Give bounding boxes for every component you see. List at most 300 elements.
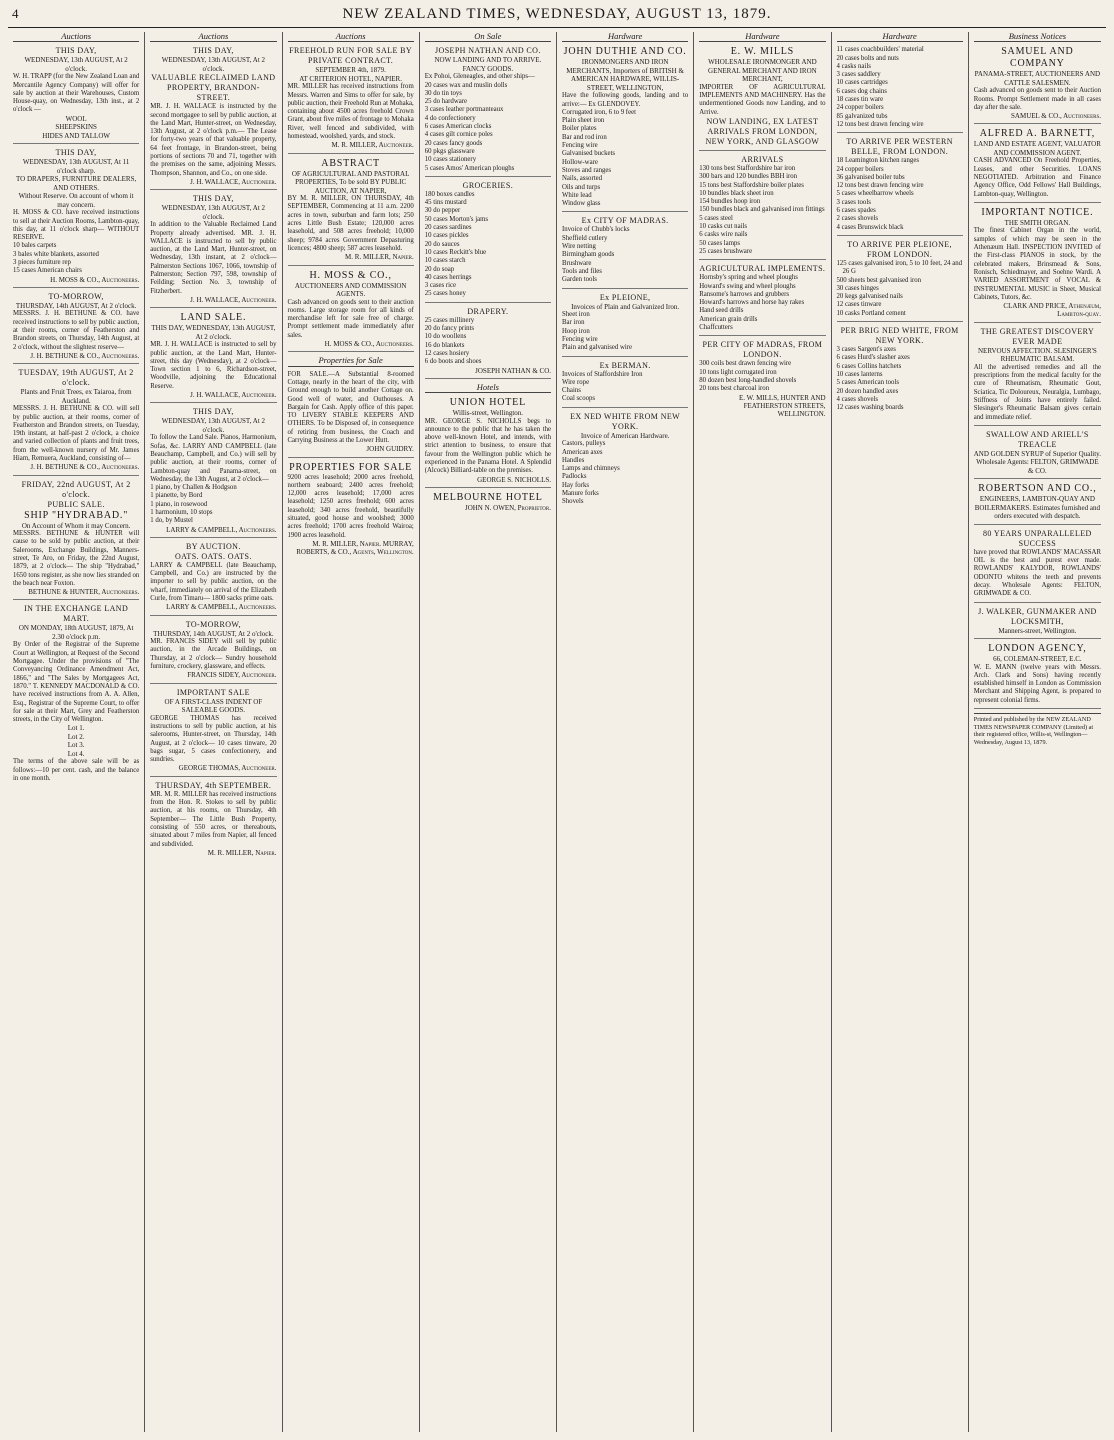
ad-freehold-run <box>288 46 414 153</box>
column-heading: On Sale <box>425 32 551 42</box>
ad-heading: THIS DAY, <box>192 46 234 56</box>
ad-item: 25 cases millinery <box>424 316 475 324</box>
ad-subheading: NERVOUS AFFECTION. SLESINGER'S RHEUMATIC BALSAM. <box>978 346 1097 364</box>
ad-signature: E. W. MILLS, HUNTER AND FEATHERSTON STREETS, WELLINGTON. <box>738 393 826 419</box>
ad-item: 3 bales white blankets, assorted <box>13 250 99 258</box>
ad-heading: THIS DAY, <box>55 46 97 56</box>
ad-item: Fencing wire <box>562 335 598 343</box>
ad-item: 125 cases galvanised iron, 5 to 10 feet, 24 and 26 G <box>836 259 963 276</box>
ad-heading: IN THE EXCHANGE LAND MART. <box>24 604 129 624</box>
ad-item: 20 cases sardines <box>424 224 472 232</box>
ad-moss-agents <box>288 270 414 353</box>
ad-body: MR. M. R. MILLER has received instructions from the Hon. R. Stokes to sell by public auction, at his rooms, on Thursday, 4th September— The Little Bush Property, consisting of 550 acres, or thereabouts, situated about 7 miles from Napier, all fenced and subdivided. <box>150 790 277 848</box>
ad-heading: TO ARRIVE PER WESTERN BELLE, FROM LONDON. <box>846 137 953 157</box>
ad-nathan-fancy-goods <box>425 46 551 177</box>
ad-body: W. E. MANN (twelve years with Messrs. Arch. Clark and Sons) having recently established himself in London as Commission Merchant and Shipping Agent, is prepared to represent colonial firms. <box>973 663 1101 704</box>
ad-subheading: THURSDAY, 14th AUGUST, At 2 o'clock. <box>15 301 137 310</box>
ad-item: Bar iron <box>562 319 585 327</box>
ad-body: MESSRS. J. H. BETHUNE & CO. have received instructions to sell by public auction, at their rooms, corner of Featherston and Brandon streets, on Thursday, 14th August, at 2 o'clock, without the slightest reserve— <box>13 310 140 351</box>
ad-heading: TO ARRIVE PER PLEIONE, FROM LONDON. <box>847 239 952 259</box>
ad-body: LARRY & CAMPBELL (late Beauchamp, Campbell, and Co.) are instructed by the importer to sell by public auction, on the wharf, immediately on arrival of the Elizabeth Curle, from Timaru— 1800 sacks prime oats. <box>150 561 277 603</box>
ad-duthie-berman <box>562 361 688 408</box>
ad-heading: JOSEPH NATHAN AND CO. <box>435 46 541 56</box>
ad-title: AT CRITERION HOTEL, NAPIER. <box>299 74 402 83</box>
column-heading: Hardware <box>837 32 963 42</box>
ad-item: 20 cases bolts and nuts <box>836 54 899 62</box>
ad-body: W. H. TRAPP (for the New Zealand Loan and Mercantile Agency Company) will offer for sale by auction at their Warehouses, Custom House-quay, on Wednesday, 13th inst., at 2 o'clock — <box>13 73 140 114</box>
ad-duthie <box>562 46 688 212</box>
ad-item: 12 cases tinware <box>836 301 882 309</box>
ad-signature: M. R. MILLER, Napier. <box>207 848 277 857</box>
ad-item: 3 cases tools <box>836 198 871 206</box>
ad-heading: THIS DAY, <box>55 148 97 158</box>
ad-item: 12 cases hosiery <box>424 349 470 357</box>
ad-item: 11 cases coachbuilders' material <box>836 46 924 54</box>
ad-bethune-furniture <box>13 292 139 364</box>
ad-rheumatic-balsam <box>974 327 1101 426</box>
ad-item: 50 cases Morton's jams <box>424 215 489 223</box>
page-number: 4 <box>12 6 19 21</box>
ad-nathan-drapery <box>425 307 551 379</box>
ad-item: Galvanised buckets <box>562 150 616 158</box>
ad-item: Fencing wire <box>562 142 598 150</box>
column-heading: Business Notices <box>974 32 1101 42</box>
ad-item: 4 cases Brunswick black <box>836 223 904 231</box>
ad-heading: TO-MORROW, <box>48 291 104 301</box>
ad-body: MR. FRANCIS SIDEY will sell by public auction, in the Arcade Buildings, on Thursday, at 2 o'clock— Sundry household furniture, crockery, glassware, and effects. <box>150 638 277 671</box>
ad-mills-agricultural <box>699 264 825 336</box>
ad-item: Window glass <box>562 200 601 208</box>
ad-item: 4 casks nails <box>836 62 871 70</box>
ad-subheading: OATS. OATS. OATS. <box>174 551 252 561</box>
ad-item: Invoices of Staffordshire Iron <box>562 370 643 378</box>
ad-body: MR. J. H. WALLACE is instructed by the second mortgagee to sell by public auction, at the Land Mart, Hunter-street, on Wednesday, 13th August, at 2 o'clock p.m.— The Lease for forty-two years of that valuable property, 64 feet frontage, in Brandon-street, being portions of sections 70 and 71, together with the premises on the same, adjoining Messrs. Thompson, Shannon, and Co., on one side. <box>150 103 277 177</box>
ad-heading: Ex PLEIONE, <box>599 292 651 302</box>
ad-item: Lamps and chimneys <box>562 465 620 473</box>
column-business-notices <box>969 32 1106 1432</box>
ad-item: 10 bales carpets <box>13 242 57 250</box>
ad-item: 10 casks cut nails <box>699 223 748 231</box>
ad-subheading: OF AGRICULTURAL AND PASTORAL PROPERTIES, To be sold BY PUBLIC AUCTION, AT NAPIER, <box>291 169 410 195</box>
ad-body: Ex Pohoi, Gleneagles, and other ships— <box>424 73 535 81</box>
ad-signature: SAMUEL & CO., Auctioneers. <box>1011 112 1101 121</box>
ad-heading: PER CITY OF MADRAS, FROM LONDON. <box>702 340 823 360</box>
column-hardware-2 <box>694 32 831 1432</box>
ad-body: MR. MILLER has received instructions from Messrs. Warren and Sims to offer for sale, by public auction, their Freehold Run at Mohaka, containing about 4500 acres freehold Crown Grant, about five miles of frontage to Mohaka River, well fenced and subdivided, with homestead, woolshed, yards, and stock. <box>287 83 414 141</box>
ad-signature: BETHUNE & HUNTER, Auctioneers. <box>28 588 140 597</box>
ad-moss-drapers <box>13 148 139 288</box>
ad-item: White lead <box>562 191 592 199</box>
ad-exchange-land-mart <box>13 604 139 786</box>
ad-item: 180 boxes candles <box>424 190 475 198</box>
ad-miller-little-bush <box>150 781 276 860</box>
ad-item: Tools and files <box>562 267 602 275</box>
ad-mills-arrivals <box>699 155 825 260</box>
ad-item: 20 cases fancy goods <box>424 139 483 147</box>
ad-body: GEORGE THOMAS has received instructions to sell by public auction, at his salerooms, Hunter-street, on Thursday, 14th August, at 2 o'clock— 10 cases tinware, 20 bags sugar, 5 cases confectionery, and sundries. <box>150 714 277 764</box>
masthead <box>8 6 1106 28</box>
ad-item: 1 do, by Mustel <box>150 517 193 525</box>
ad-item: Plain sheet iron <box>562 117 605 125</box>
ad-item: 130 tons best Staffordshire bar iron <box>699 164 796 172</box>
ad-body: To follow the Land Sale. Pianos, Harmonium, Sofas, &c. LARRY AND CAMPBELL (late Beauchamp, Campbell, and Co.) will sell by public auction, at their rooms, corner of Lambton-quay and Panama-street, on Wednesday, the 13th August, at 2 o'clock— <box>150 434 277 483</box>
ad-item: 2 cases shovels <box>836 215 879 223</box>
ad-item: 6 cases dog chains <box>836 87 887 95</box>
ad-wallace-brandon <box>150 46 276 190</box>
section-properties-for-sale <box>288 356 414 457</box>
ad-item: 10 do woollens <box>424 333 467 341</box>
ad-signature: GEORGE THOMAS, Auctioneer. <box>178 764 277 773</box>
ad-wallace-land-sale <box>150 312 276 403</box>
ad-body: Cash advanced on goods sent to their Auction Rooms. Prompt Settlement made in all cases day after the sale. <box>973 87 1101 111</box>
ad-item: 1 harmonium, 10 stops <box>150 508 213 516</box>
ad-duthie-ned-white <box>562 412 688 510</box>
ad-body: H. MOSS & CO. have received instructions to sell at their Auction Rooms, Lambton-quay, this day, at 11 o'clock sharp— WITHOUT RESERVE. <box>13 209 140 242</box>
ad-heading: H. MOSS & CO., <box>309 269 392 281</box>
ad-item: 500 sheets best galvanised iron <box>836 276 922 284</box>
ad-title: VALUABLE RECLAIMED LAND PROPERTY, BRANDON-STREET. <box>151 73 276 103</box>
ad-item: 10 cases lanterns <box>836 370 883 378</box>
ad-trapp-wool <box>13 46 139 144</box>
ad-heading: E. W. MILLS <box>730 46 794 58</box>
ad-heading: AGRICULTURAL IMPLEMENTS. <box>699 264 826 274</box>
ad-item: Handles <box>562 456 585 464</box>
ad-ship-name: SHIP "HYDRABAD." <box>24 509 129 521</box>
ad-subheading: Manners-street, Wellington. <box>998 626 1077 635</box>
ad-subheading: THIS DAY, WEDNESDAY, 13th AUGUST, At 2 o'clock. <box>151 324 276 341</box>
ad-subheading: AUCTIONEERS AND COMMISSION AGENTS. <box>294 281 407 299</box>
ad-item: Howard's harrows and horse hay rakes <box>699 299 805 307</box>
ad-signature: H. MOSS & CO., Auctioneers. <box>324 340 414 349</box>
ad-body: MR. J. H. WALLACE is instructed to sell by public auction, at the Land Mart, Hunter-street, this day (Wednesday), at 2 o'clock— Town section 1 to 6, Richardson-street, Woodville, adjoining the Educational Reserve. <box>150 341 277 390</box>
ad-body: CASH ADVANCED On Freehold Properties, Leases, and other Securities. LOANS NEGOTIATED. Arbitration and Finance Agency Office, Odd Fellows' Hall Buildings, Lambton-quay, Wellington. <box>973 157 1101 198</box>
ad-item: 80 dozen best long-handled shovels <box>699 376 797 384</box>
ad-item: 6 do boots and shoes <box>424 358 482 366</box>
ad-item: 40 cases herrings <box>424 273 472 281</box>
ad-item: Stoves and ranges <box>562 166 612 174</box>
ad-item: 16 do blankets <box>424 341 465 349</box>
ad-heading: SAMUEL AND COMPANY <box>1001 46 1074 70</box>
ad-body: By Order of the Registrar of the Supreme Court at Wellington, at Request of the Second Mortgagee. Under the provisions of "The Conveyancing Ordinance Amendment Act, 1866," and "The Sales by Mortgagees Act, 1870." T. KENNEDY MACDONALD & CO. have received instructions from A. A. Allen, Esq., Registrar of the Supreme Court, to offer for sale at their Mart, Grey and Featherston streets, in the City of Wellington. <box>13 641 140 724</box>
ad-item: 10 cases cartridges <box>836 79 888 87</box>
ad-subheading: Willis-street, Wellington. <box>452 409 524 418</box>
columns <box>8 32 1106 1432</box>
ad-item: 5 cases Amos' American ploughs <box>424 164 515 172</box>
ad-body: MESSRS. J. H. BETHUNE & CO. will sell by public auction, at their rooms, corner of Featherston and Brandon streets, on Tuesday, 19th instant, at half-past 2 o'clock, a choice and varied collection of plants and fruit trees, from the well-known nursery of Mr. James Hiam, Remuera, Auckland, consisting of— <box>13 405 140 463</box>
ad-item: 24 copper boilers <box>836 165 884 173</box>
ad-item: Howard's swing and wheel ploughs <box>699 282 796 290</box>
ad-item: 50 cases lamps <box>699 239 741 247</box>
ad-item: 15 cases American chairs <box>13 267 82 275</box>
ad-nathan-groceries <box>425 181 551 303</box>
ad-heading: JOHN DUTHIE AND CO. <box>563 46 687 58</box>
ad-wallace-palmerston <box>150 194 276 308</box>
ad-item: Wire netting <box>562 243 596 251</box>
ad-item: 4 cases gilt cornice poles <box>424 131 493 139</box>
ad-signature: J. H. BETHUNE & CO., Auctioneers. <box>30 351 140 360</box>
column-auctions-2 <box>145 32 282 1432</box>
ad-item: 10 bundles black sheet iron <box>699 189 774 197</box>
ad-item: 25 cases honey <box>424 290 466 298</box>
column-heading: Hardware <box>699 32 825 42</box>
ad-item: Sheet iron <box>562 311 590 319</box>
ad-item: 6 cases spades <box>836 207 876 215</box>
ad-signature: J. H. BETHUNE & CO., Auctioneers. <box>30 463 140 472</box>
ad-subheading: ON MONDAY, 18th AUGUST, 1879, At 2.30 o'clock p.m. <box>18 624 134 641</box>
ad-item: WOOL <box>65 114 87 123</box>
ad-heading: TUESDAY, 19th AUGUST, At 2 o'clock. <box>18 368 134 388</box>
ad-item: 18 cases tin ware <box>836 96 884 104</box>
ad-subheading: OF A FIRST-CLASS INDENT OF SALEABLE GOODS. <box>164 697 263 715</box>
ad-item: 1 piano, by Challen & Hodgson <box>150 484 237 492</box>
ad-item: 18 Leamington kitchen ranges <box>836 157 919 165</box>
ad-robertson <box>974 483 1101 525</box>
ad-item: 20 do fancy prints <box>424 325 475 333</box>
ad-item: 5 cases wheelbarrow wheels <box>836 190 914 198</box>
ad-item: 20 tons best charcoal iron <box>699 385 770 393</box>
ad-body: IMPORTER OF AGRICULTURAL IMPLEMENTS AND MACHINERY. Has the undermentioned Goods now Landing, and to Arrive. <box>699 83 826 116</box>
ad-item: Birmingham goods <box>562 251 615 259</box>
column-heading: Hardware <box>562 32 688 42</box>
ad-heading: LONDON AGENCY, <box>988 643 1087 655</box>
ad-item: 3 cases leather portmanteaux <box>424 106 504 114</box>
ad-item: Castors, pulleys <box>562 440 606 448</box>
ad-item: 15 tons best Staffordshire boiler plates <box>699 181 804 189</box>
ad-heading: THE GREATEST DISCOVERY EVER MADE <box>980 326 1095 346</box>
ad-item: 10 cases Reckitt's blue <box>424 248 487 256</box>
ad-item: 10 cases starch <box>424 257 466 265</box>
ad-item: Hoop iron <box>562 327 590 335</box>
ad-title: NOW LANDING, EX LATEST ARRIVALS FROM LONDON, NEW YORK, AND GLASGOW <box>705 116 820 146</box>
ad-heading: THURSDAY, 4th SEPTEMBER. <box>155 780 272 790</box>
ad-item: 20 dozen handled axes <box>836 387 899 395</box>
ad-item: 5 cases steel <box>699 214 733 222</box>
ad-smith-organ <box>974 207 1101 323</box>
ad-item: 30 do tin toys <box>424 89 462 97</box>
ad-heading: ALFRED A. BARNETT, <box>979 128 1096 140</box>
ad-signature: FRANCIS SIDEY, Auctioneer. <box>187 671 277 680</box>
ad-duthie-pleione <box>562 293 688 357</box>
ad-subheading: NOW LANDING AND TO ARRIVE. FANCY GOODS. <box>434 56 542 73</box>
ad-subheading: WEDNESDAY, 13th AUGUST, At 2 o'clock. <box>161 417 266 434</box>
ad-signature: M. R. MILLER, Napier. MURRAY, ROBERTS, & CO., Agents, Wellington. <box>296 539 414 557</box>
ad-ship-hydrabad <box>13 480 139 601</box>
ad-item: 4 do confectionery <box>424 114 476 122</box>
ad-subheading: THURSDAY, 14th AUGUST, At 2 o'clock. <box>153 629 274 638</box>
ad-heading: LAND SALE. <box>180 312 247 324</box>
ad-item: Chains <box>562 387 581 395</box>
ad-item: Sheffield cutlery <box>562 234 608 242</box>
column-auctions-1 <box>8 32 145 1432</box>
ad-item: 3 cases rice <box>424 282 457 290</box>
ad-bethune-plants <box>13 368 139 475</box>
ad-barnett <box>974 128 1101 202</box>
column-heading: Auctions <box>13 32 139 42</box>
ad-signature: H. MOSS & CO., Auctioneers. <box>50 275 140 284</box>
ad-sidey-furniture <box>150 620 276 684</box>
ad-subheading: ENGINEERS, LAMBTON-QUAY AND BOILERMAKERS. Estimates furnished and orders executed with despatch. <box>974 495 1100 521</box>
ad-subheading: PANAMA-STREET, AUCTIONEERS AND CATTLE SALESMEN. <box>974 70 1101 87</box>
ad-item: 150 bundles black and galvanised iron fittings <box>699 206 825 214</box>
ad-mills <box>699 46 825 151</box>
ad-subheading: WHOLESALE IRONMONGER AND GENERAL MERCHANT AND IRON MERCHANT, <box>708 58 817 84</box>
ad-rowlands <box>974 529 1101 603</box>
ad-item: HIDES AND TALLOW <box>42 131 110 140</box>
ad-item: Hay forks <box>562 481 589 489</box>
ad-thomas-indent <box>150 688 276 777</box>
ad-properties-list <box>288 462 414 560</box>
ad-heading: ARRIVALS <box>741 154 784 164</box>
ad-lot: Lot 4. <box>67 749 85 758</box>
ad-duthie-city-of-madras <box>562 216 688 288</box>
ad-subheading: SEPTEMBER 4th, 1879. <box>315 66 386 75</box>
ad-item: 3 pieces furniture rep <box>13 259 71 267</box>
ad-item: Hand seed drills <box>699 307 744 315</box>
imprint-footer: Printed and published by the NEW ZEALAND TIMES NEWSPAPER COMPANY (Limited) at their registered office, Willis-st, Wellington—Wednesday, August 13, 1879. <box>974 713 1101 746</box>
ad-item: 30 do pepper <box>424 207 461 215</box>
ad-melbourne-hotel <box>425 492 551 515</box>
ad-item: 6 casks wire nails <box>699 231 748 239</box>
ad-item: Garden tools <box>562 276 597 284</box>
ad-heading: J. WALKER, GUNMAKER AND LOCKSMITH, <box>978 606 1097 626</box>
ad-heading: PROPERTIES FOR SALE <box>289 461 413 473</box>
column-auctions-3 <box>283 32 420 1432</box>
ad-lot: Lot 3. <box>67 741 85 750</box>
ad-item: 3 cases Sargent's axes <box>836 346 896 354</box>
ad-item: 3 cases saddlery <box>836 71 881 79</box>
ad-item: Chaffcutters <box>699 324 733 332</box>
ad-pleione <box>837 240 963 322</box>
ad-body: Have the following goods, landing and to arrive:— Ex GLENDOVEY. <box>562 92 689 108</box>
ad-subheading: AND GOLDEN SYRUP of Superior Quality. Wholesale Agents: FELTON, GRIMWADE & CO. <box>973 449 1101 475</box>
ad-signature: M. R. MILLER, Auctioneer. <box>331 141 414 150</box>
ad-item: 10 cases stationery <box>424 156 477 164</box>
ad-heading: IMPORTANT SALE <box>176 687 250 697</box>
ad-item: Hollow-ware <box>562 158 598 166</box>
ad-heading: BY AUCTION. <box>185 541 241 551</box>
ad-larry-pianos <box>150 407 276 538</box>
ad-item: Oils and turps <box>562 183 601 191</box>
ad-item: 300 bars and 120 bundles BBH iron <box>699 173 798 181</box>
ad-item: 4 cases shovels <box>836 395 879 403</box>
ad-subheading: WEDNESDAY, 13th AUGUST, At 2 o'clock. <box>161 204 266 221</box>
ad-item: 20 kegs galvanised nails <box>836 293 903 301</box>
ad-signature: LARRY & CAMPBELL, Auctioneers. <box>166 603 277 612</box>
newspaper-title: NEW ZEALAND TIMES, WEDNESDAY, AUGUST 13, 1879. <box>342 6 772 22</box>
ad-heading: FREEHOLD RUN FOR SALE BY PRIVATE CONTRACT. <box>289 46 413 66</box>
ad-body: FOR SALE.—A Substantial 8-roomed Cottage, nearly in the heart of the city, with Ground enough to build another Cottage on. Good well of water, and Outhouses. A Bargain for Cash. Apply office of this paper. TO LIVERY STABLE KEEPERS AND OTHERS. To be Disposed of, in consequence of retiring from business, the Coach and Carrying Business at the Lower Hutt. <box>287 370 414 444</box>
ad-subheading: IRONMONGERS AND IRON MERCHANTS, Importers of BRITISH & AMERICAN HARDWARE, WILLIS-STREET, WELLINGTON, <box>566 58 684 92</box>
ad-body: All the advertised remedies and all the prescriptions from the medical faculty for the cure of Rheumatism, Rheumatic Gout, Sciatica, Tic Doloureux, Neuralgia, Lumbago, Stiffness of Joints have entirely failed. Slesinger's Rheumatic Balsam gives certain and immediate relief. <box>973 363 1101 421</box>
ad-subheading: Plants and Fruit Trees, ex Taiaroa, from Auckland. <box>20 388 132 405</box>
ad-item: Brushware <box>562 259 592 267</box>
ad-western-belle <box>837 137 963 236</box>
ad-signature: CLARK AND PRICE, Athenæum, Lambton-quay. <box>1003 302 1101 319</box>
ad-heading: FRIDAY, 22nd AUGUST, At 2 o'clock. <box>21 479 131 499</box>
ad-item: 12 tons best drawn fencing wire <box>836 120 924 128</box>
ad-item: Invoice of Chubb's locks <box>562 226 630 234</box>
ad-item: Bar and rod iron <box>562 133 607 141</box>
column-on-sale <box>420 32 557 1432</box>
ad-item: 12 cases washing boards <box>836 404 904 412</box>
ad-subheading: THE SMITH ORGAN. <box>1004 218 1071 227</box>
ad-hardware-list <box>837 46 963 133</box>
ad-item: 1 pianette, by Bord <box>150 492 203 500</box>
ad-item: 25 cases brushware <box>699 247 753 255</box>
ad-title: PUBLIC SALE. <box>47 499 105 509</box>
ad-subheading: LAND AND ESTATE AGENT, VALUATOR AND COMMISSION AGENT. <box>973 140 1101 157</box>
ad-item: Wire rope <box>562 378 590 386</box>
ad-item: Padlocks <box>562 473 587 481</box>
ad-item: 60 pkgs glassware <box>424 147 475 155</box>
column-hardware-3 <box>832 32 969 1432</box>
ad-item: 10 casks Portland cement <box>836 309 906 317</box>
ad-item: SHEEPSKINS <box>55 123 97 132</box>
ad-ned-white <box>837 326 963 415</box>
ad-note: On Account of Whom it may Concern. <box>21 521 131 530</box>
ad-body: The finest Cabinet Organ in the world, samples of which may be seen in the Athenæum Hall. INSPECTION INVITED of the First-class PIANOS in stock, by the celebrated makers, Brinsmead & Sons, Ronisch, Schiedmayer, and Soehne Wardi. A VARIED ASSORTMENT of VOCAL & INSTRUMENTAL MUSIC in Sheet, Musical Cabinets, Tutors, &c. <box>973 227 1101 301</box>
ad-london-agency <box>974 643 1101 709</box>
ad-body: MR. GEORGE S. NICHOLLS begs to announce to the public that he has taken the above well-known Hotel, and intends, with strict attention to business, to ensure that favour from the Wellington public which he experienced in the Panama Hotel. A Splendid (Alcock) Billiard-table on the premises. <box>424 417 551 475</box>
ad-signature: JOHN N. OWEN, Proprietor. <box>464 503 551 512</box>
ad-item: 6 cases Collins hatchets <box>836 362 902 370</box>
ad-subheading: Invoice of American Hardware. <box>580 431 670 440</box>
ad-mills-city-of-madras <box>699 340 825 421</box>
ad-item: American grain drills <box>699 315 758 323</box>
ad-item: 30 cases hinges <box>836 284 879 292</box>
ad-heading: PER BRIG NED WHITE, FROM NEW YORK. <box>840 326 959 346</box>
ad-item: 154 bundles hoop iron <box>699 198 761 206</box>
ad-heading: Ex CITY OF MADRAS. <box>581 216 669 226</box>
ad-body: 9200 acres leasehold; 2000 acres freehold, northern seaboard; 2400 acres freehold; 12,000 acres leasehold; 17,000 acres leasehold; 1250 acres freehold; 600 acres leasehold; 340 acres freehold, beautifully situated, good house and woolshed; 3000 acres freehold; 1700 acres freehold Wairoa; 1900 acres leasehold. <box>287 473 414 539</box>
ad-signature: M. R. MILLER, Napier. <box>345 253 414 262</box>
ad-item: 36 galvanised boiler tubs <box>836 173 905 181</box>
newspaper-page <box>8 6 1106 1434</box>
ad-item: 20 do sauces <box>424 240 460 248</box>
ad-body: MESSRS. BETHUNE & HUNTER will cause to be sold by public auction, at their Salerooms, Exchange Buildings, Manners-street, Te Aro, on Friday, the 22nd August, 1879, at 2 o'clock— The ship "Hydrabad," 1650 tons register, as she now lies stranded on the beach near Foxton. <box>13 530 140 587</box>
ad-item: Nails, assorted <box>562 175 603 183</box>
ad-heading: ABSTRACT <box>321 157 380 169</box>
ad-item: 20 cases wax and muslin dolls <box>424 81 508 89</box>
ad-item: Ransome's harrows and grubbers <box>699 290 790 298</box>
ad-subheading: Invoices of Plain and Galvanized Iron. <box>571 302 680 311</box>
ad-heading: SWALLOW AND ARIELL'S TREACLE <box>986 429 1089 449</box>
ad-title: TO DRAPERS, FURNITURE DEALERS, AND OTHERS. <box>16 175 137 192</box>
ad-signature: J. H. WALLACE, Auctioneer. <box>190 391 277 400</box>
ad-item: 85 galvanized tubs <box>836 112 888 120</box>
ad-body: have proved that ROWLANDS' MACASSAR OIL is the best and purest ever made. ROWLANDS' KALYDOR, ROWLANDS' ODONTO whitens the teeth and prevents decay. Wholesale Agents: FELTON, GRIMWADE & CO. <box>973 548 1101 598</box>
ad-item: 10 tons light corrugated iron <box>699 368 777 376</box>
ad-item: 45 tins mustard <box>424 199 467 207</box>
ad-item: 1 piano, in rosewood <box>150 500 208 508</box>
ad-item: 10 cases pickles <box>424 232 469 240</box>
ad-heading: IMPORTANT NOTICE. <box>981 206 1094 218</box>
ad-walker-gunmaker <box>974 607 1101 640</box>
ad-item: Boiler plates <box>562 125 597 133</box>
ad-item: 12 tons best drawn fencing wire <box>836 182 924 190</box>
ad-item: 20 do soap <box>424 265 455 273</box>
ad-lot: Lot 2. <box>67 732 85 741</box>
ad-item: 6 cases American clocks <box>424 123 492 131</box>
ad-subheading: WEDNESDAY, 13th AUGUST, At 2 o'clock. <box>161 56 266 73</box>
ad-signature: JOHN GUIDRY. <box>366 445 414 454</box>
ad-body: Cash advanced on goods sent to their auction rooms. Large storage room for all kinds of merchandise left for sale free of charge. Prompt settlement made immediately after sales. <box>287 298 414 339</box>
ad-lot: Lot 1. <box>67 724 85 733</box>
section-heading: Properties for Sale <box>288 356 414 366</box>
ad-signature: LARRY & CAMPBELL, Auctioneers. <box>166 525 277 534</box>
ad-abstract-properties <box>288 158 414 266</box>
ad-heading: EX NED WHITE FROM NEW YORK. <box>570 411 681 431</box>
